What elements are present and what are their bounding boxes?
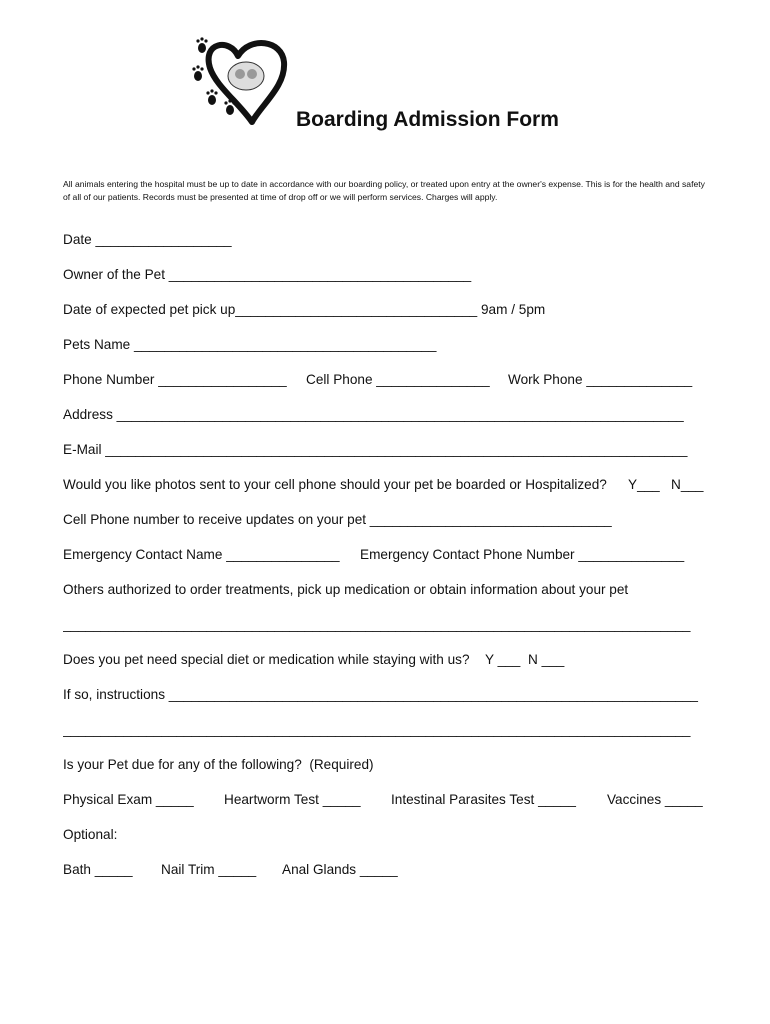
- instructions-field[interactable]: [63, 687, 703, 702]
- pets-name-field[interactable]: [63, 337, 436, 352]
- physical-exam-field[interactable]: Physical Exam _____: [63, 792, 194, 807]
- due-question: [63, 757, 374, 772]
- cell-phone-field[interactable]: Cell Phone _______________: [306, 372, 490, 387]
- due-question-text: Is your Pet due for any of the following? (Required): [63, 757, 374, 772]
- instructions-extra-field[interactable]: [63, 722, 703, 737]
- phone-number-field[interactable]: Phone Number _________________: [63, 372, 287, 387]
- diet-question: Does you pet need special diet or medication while staying with us?: [63, 652, 470, 667]
- pickup-label: Date of expected pet pick up________________________________ 9am / 5pm: [63, 302, 546, 317]
- heart-paw-logo: [190, 30, 290, 130]
- cell-updates-label: Cell Phone number to receive updates on your pet ________________________________: [63, 512, 612, 527]
- photos-question: Would you like photos sent to your cell phone should your pet be boarded or Hospitalized?: [63, 477, 607, 492]
- nail-trim-field[interactable]: Nail Trim _____: [161, 862, 257, 877]
- pets-name-label: Pets Name ________________________________________: [63, 337, 437, 352]
- instructions-line: ___________________________________________________________________________________: [63, 722, 691, 737]
- work-phone-field[interactable]: Work Phone ______________: [508, 372, 693, 387]
- optional-items-row: [63, 862, 398, 877]
- others-authorized-line: ___________________________________________________________________________________: [63, 617, 691, 632]
- anal-glands-field[interactable]: Anal Glands _____: [282, 862, 398, 877]
- instructions-label: If so, instructions ______________________________________________________________________: [63, 687, 698, 702]
- bath-field[interactable]: Bath _____: [63, 862, 133, 877]
- diet-yes-field[interactable]: Y ___: [485, 652, 521, 667]
- emergency-row: [63, 547, 685, 562]
- photos-no-field[interactable]: N___: [671, 477, 704, 492]
- intestinal-parasites-field[interactable]: Intestinal Parasites Test _____: [391, 792, 576, 807]
- diet-row: [63, 652, 565, 667]
- vaccines-field[interactable]: Vaccines _____: [607, 792, 703, 807]
- intro-paragraph: All animals entering the hospital must be up to date in accordance with our boarding policy, or treated upon entry at the owner's expense. This is for the health and safety of all of our patients. Records must be presented at time of drop off or we will perform services. Charges will apply.: [63, 179, 705, 202]
- email-label: E-Mail _____________________________________________________________________________: [63, 442, 688, 457]
- date-field[interactable]: [63, 232, 232, 247]
- cell-updates-field[interactable]: [63, 512, 612, 527]
- diet-no-field[interactable]: N ___: [528, 652, 565, 667]
- address-label: Address ___________________________________________________________________________: [63, 407, 684, 422]
- emergency-name-field[interactable]: Emergency Contact Name _______________: [63, 547, 340, 562]
- required-items-row: [63, 792, 713, 807]
- heartworm-test-field[interactable]: Heartworm Test _____: [224, 792, 361, 807]
- form-title: Boarding Admission Form: [296, 108, 559, 131]
- pickup-field[interactable]: [63, 302, 545, 317]
- emergency-phone-field[interactable]: Emergency Contact Phone Number ______________: [360, 547, 685, 562]
- owner-field[interactable]: [63, 267, 471, 282]
- address-field[interactable]: [63, 407, 703, 422]
- optional-text: Optional:: [63, 827, 118, 842]
- optional-label: [63, 827, 117, 842]
- photos-yes-field[interactable]: Y___: [628, 477, 660, 492]
- others-authorized-text: Others authorized to order treatments, pick up medication or obtain information about your pet: [63, 582, 629, 597]
- email-field[interactable]: [63, 442, 707, 457]
- others-authorized-label: [63, 582, 628, 597]
- owner-label: Owner of the Pet ________________________________________: [63, 267, 472, 282]
- phone-row: [63, 372, 693, 387]
- others-authorized-field[interactable]: [63, 617, 703, 632]
- photos-row: [63, 477, 713, 492]
- date-label: Date __________________: [63, 232, 232, 247]
